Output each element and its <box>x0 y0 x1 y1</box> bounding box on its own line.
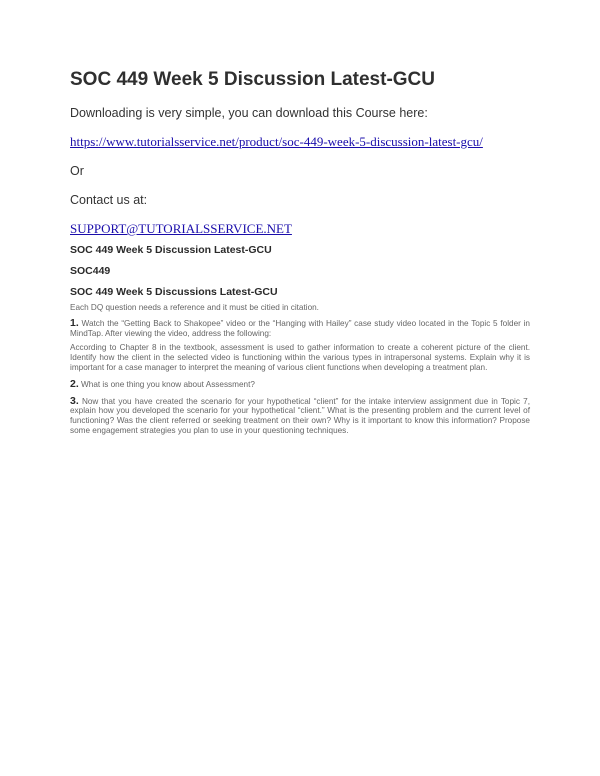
question-number: 3. <box>70 394 79 407</box>
citation-note: Each DQ question needs a reference and it must be citied in citation. <box>70 303 319 312</box>
course-link[interactable]: https://www.tutorialsservice.net/product/soc-449-week-5-discussion-latest-gcu/ <box>70 134 483 149</box>
section-heading-course: SOC 449 Week 5 Discussion Latest-GCU <box>70 244 272 256</box>
page-title: SOC 449 Week 5 Discussion Latest-GCU <box>70 69 435 90</box>
or-text: Or <box>70 164 84 178</box>
question-number: 1. <box>70 316 79 329</box>
question-item <box>70 377 530 390</box>
question-text: Now that you have created the scenario for your hypothetical “client” for the intake interview assignment due in Topic 7, explain how you developed the scenario for your hypothetical “client.” What is the presenting problem and the current level of functioning? Was the client referred or seeking treatment on their own? Why is it important to know this information? Propose some engagement strategies you plan to use in your questioning techniques. <box>70 396 530 435</box>
question-text: Watch the “Getting Back to Shakopee” video or the “Hanging with Hailey” case study video located in the Topic 5 folder in MindTap. After viewing the video, address the following: <box>70 318 530 338</box>
section-heading-code: SOC449 <box>70 265 111 277</box>
question-item <box>70 343 530 372</box>
question-number: 2. <box>70 377 79 390</box>
question-item <box>70 316 530 339</box>
question-item <box>70 394 530 436</box>
intro-text: Downloading is very simple, you can download this Course here: <box>70 106 428 120</box>
question-text: What is one thing you know about Assessment? <box>81 379 255 389</box>
section-heading-discussions: SOC 449 Week 5 Discussions Latest-GCU <box>70 286 278 298</box>
document-content <box>70 68 530 441</box>
question-text: According to Chapter 8 in the textbook, assessment is used to gather information to create a coherent picture of the client. Identify how the client in the selected video is functioning within the various types in intrapersonal systems. Explain why it is important for a case manager to interpret the meaning of various client functions when developing a treatment plan. <box>70 343 530 372</box>
contact-text: Contact us at: <box>70 193 148 207</box>
support-email-link[interactable]: SUPPORT@TUTORIALSSERVICE.NET <box>70 221 292 236</box>
